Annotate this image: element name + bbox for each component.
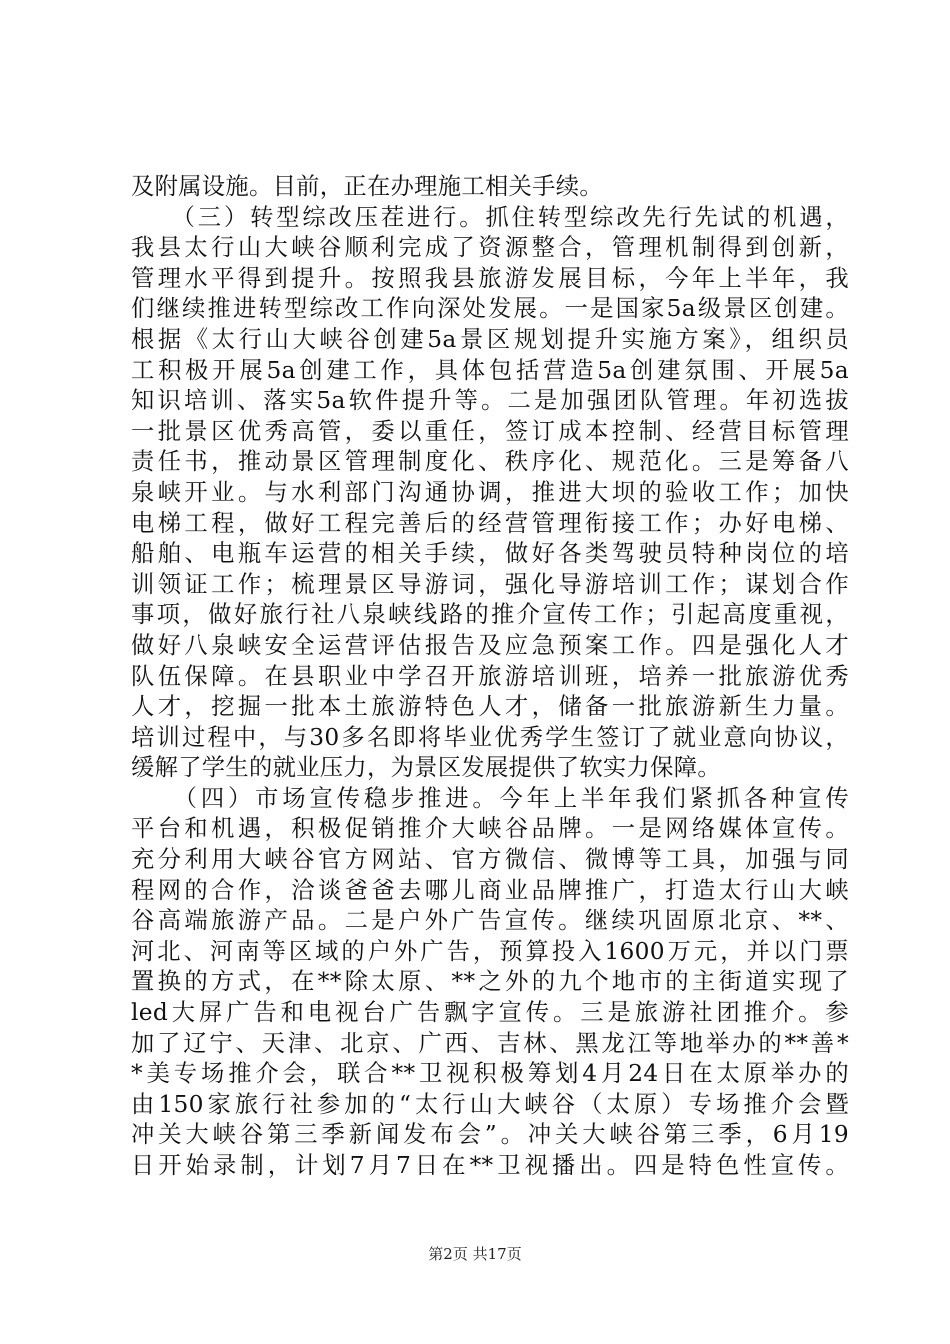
page-number-label: 第2页 共17页 [428,1245,522,1263]
text-line: 置换的方式，在**除太原、**之外的九个地市的主街道实现了 [131,968,849,996]
text-line: 工积极开展5a创建工作，具体包括营造5a创建氛围、开展5a [131,356,849,384]
text-line: 冲关大峡谷第三季新闻发布会”。冲关大峡谷第三季，6月19 [131,1121,849,1149]
text-line: 程网的合作，洽谈爸爸去哪儿商业品牌推广，打造太行山大峡 [131,876,849,904]
text-line: （三）转型综改压茬进行。抓住转型综改先行先试的机遇， [131,203,849,231]
text-line: 由150家旅行社参加的“太行山大峡谷（太原）专场推介会暨 [131,1090,849,1118]
text-line: 一批景区优秀高管，委以重任，签订成本控制、经营目标管理 [131,417,849,445]
text-line: 加了辽宁、天津、北京、广西、吉林、黑龙江等地举办的**善* [131,1029,849,1057]
text-line: *美专场推介会，联合**卫视积极筹划4月24日在太原举办的 [131,1060,849,1088]
text-line: 电梯工程，做好工程完善后的经营管理衔接工作；办好电梯、 [131,509,849,537]
page-footer [0,1243,950,1264]
text-line: （四）市场宣传稳步推进。今年上半年我们紧抓各种宣传 [131,784,849,812]
text-line: 知识培训、落实5a软件提升等。二是加强团队管理。年初选拔 [131,387,849,415]
text-line: 泉峡开业。与水利部门沟通协调，推进大坝的验收工作；加快 [131,478,849,506]
text-line: 及附属设施。目前，正在办理施工相关手续。 [131,173,603,200]
text-line: 训领证工作；梳理景区导游词，强化导游培训工作；谋划合作 [131,570,849,598]
text-line: 船舶、电瓶车运营的相关手续，做好各类驾驶员特种岗位的培 [131,540,849,568]
text-line: 责任书，推动景区管理制度化、秩序化、规范化。三是筹备八 [131,448,849,476]
text-line: 培训过程中，与30多名即将毕业优秀学生签订了就业意向协议， [131,723,849,751]
text-line: 我县太行山大峡谷顺利完成了资源整合，管理机制得到创新， [131,234,849,262]
text-line: 做好八泉峡安全运营评估报告及应急预案工作。四是强化人才 [131,631,849,659]
text-line: 队伍保障。在县职业中学召开旅游培训班，培养一批旅游优秀 [131,662,849,690]
text-line: 日开始录制，计划7月7日在**卫视播出。四是特色性宣传。 [131,1152,849,1179]
text-line: 河北、河南等区域的户外广告，预算投入1600万元，并以门票 [131,937,849,965]
text-line: 缓解了学生的就业压力，为景区发展提供了软实力保障。 [131,754,721,782]
text-line: 谷高端旅游产品。二是户外广告宣传。继续巩固原北京、**、 [131,907,849,935]
text-line: 管理水平得到提升。按照我县旅游发展目标，今年上半年，我 [131,264,849,292]
text-line: 人才，挖掘一批本土旅游特色人才，储备一批旅游新生力量。 [131,693,849,721]
text-line: 充分利用大峡谷官方网站、官方微信、微博等工具，加强与同 [131,846,849,874]
text-line: led大屏广告和电视台广告飘字宣传。三是旅游社团推介。参 [131,999,849,1027]
text-line: 们继续推进转型综改工作向深处发展。一是国家5a级景区创建。 [131,295,849,323]
document-body [131,172,849,1182]
text-line: 平台和机遇，积极促销推介大峡谷品牌。一是网络媒体宣传。 [131,815,849,843]
text-line: 根据《太行山大峡谷创建5a景区规划提升实施方案》，组织员 [131,325,849,353]
text-line: 事项，做好旅行社八泉峡线路的推介宣传工作；引起高度重视， [131,601,849,629]
